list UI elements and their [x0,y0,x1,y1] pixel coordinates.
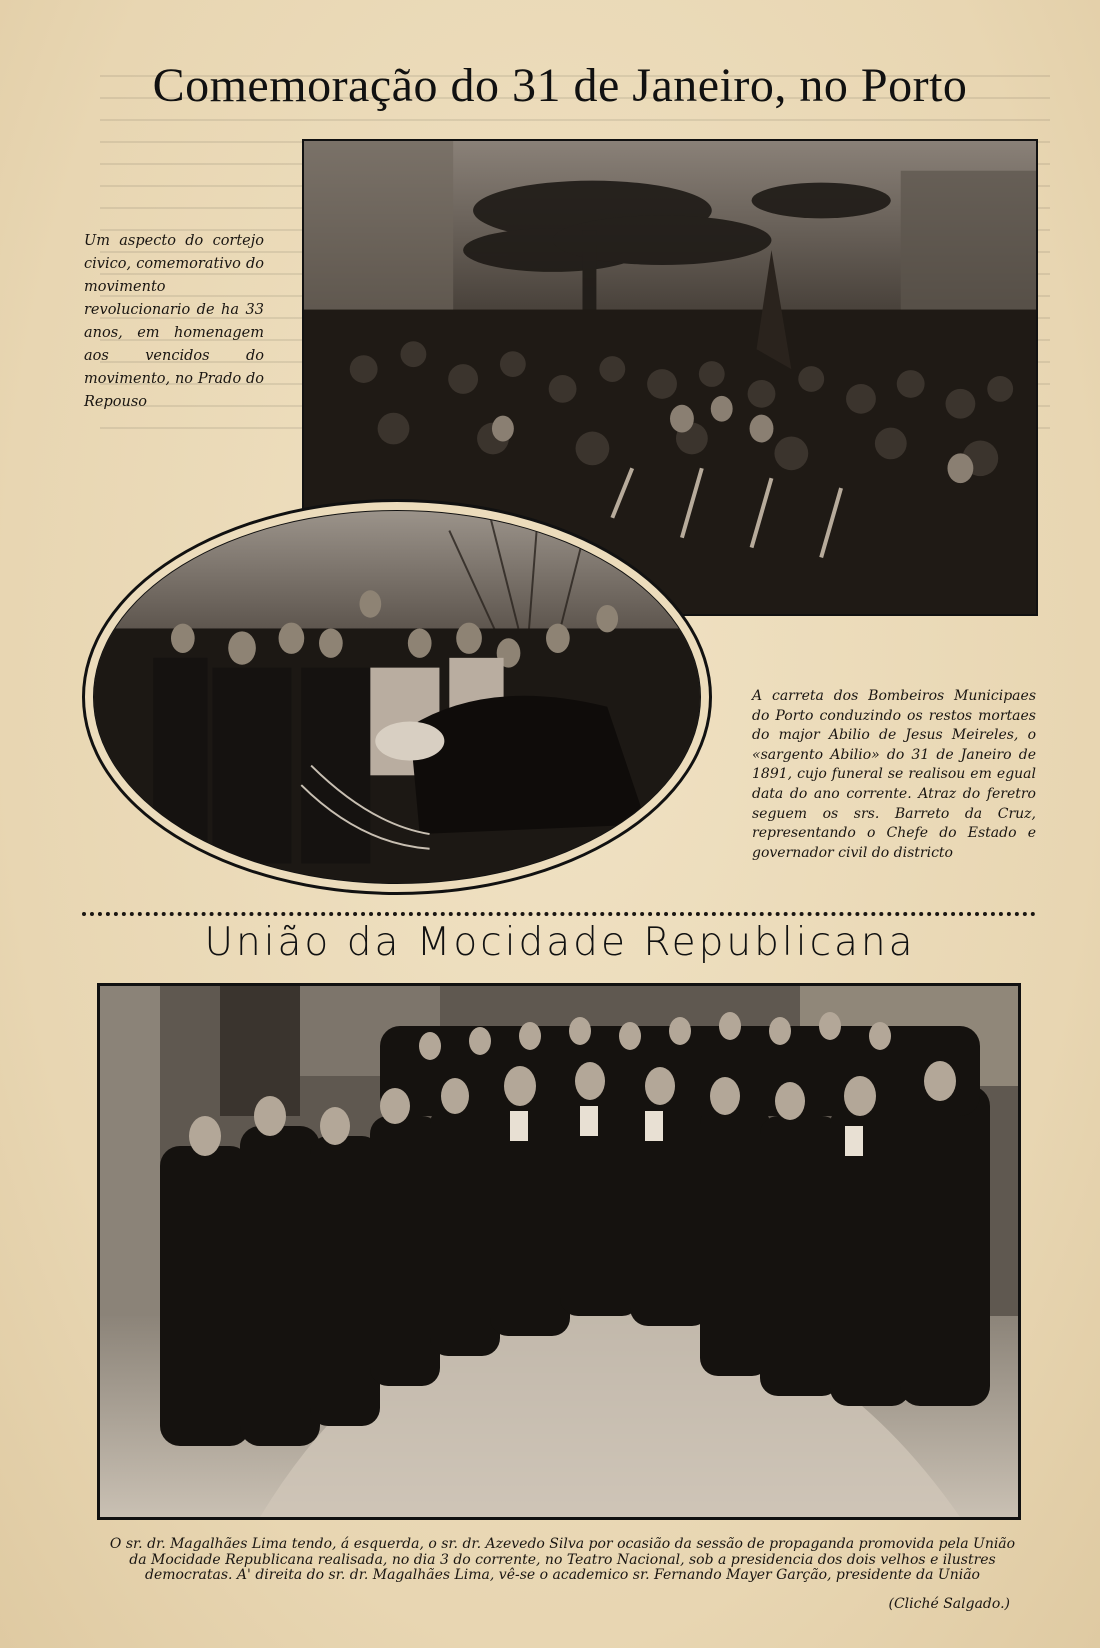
page-title-bottom: União da Mocidade Republicana [204,920,916,965]
group-photo [97,983,1021,1520]
procession-caption: Um aspecto do cortejo civico, comemorativo do movimento revolucionario de ha 33 anos, em homenagem aos vencidos do movimento, no Prado do Repouso [84,233,264,410]
page-title-top: Comemoração do 31 de Janeiro, no Porto [152,59,968,112]
photo-credit: (Cliché Salgado.) [888,1596,1010,1612]
group-caption: O sr. dr. Magalhães Lima tendo, á esquerda, o sr. dr. Azevedo Silva por ocasião da sessão de propaganda promovida pela União da Mocidade Republicana realisada, no dia 3 do corrente, no Teatro Nacional, sob a presidencia dos dois velhos e ilustres democratas. A' direita do sr. dr. Magalhães Lima, vê-se o academico sr. Fernando Mayer Garção, presidente da União [109,1536,1016,1583]
section-divider [82,912,1036,916]
funeral-photo-image [94,511,700,883]
funeral-caption: A carreta dos Bombeiros Municipaes do Porto conduzindo os restos mortaes do major Abilio de Jesus Meireles, o «sargento Abilio» do 31 de Janeiro de 1891, cujo funeral se realisou em egual data do ano corrente. Atraz do feretro seguem os srs. Barreto da Cruz, representando o Chefe do Estado e governador civil do districto [752,688,1036,861]
funeral-photo [93,510,701,884]
funeral-oval-frame [82,499,712,895]
group-photo-image [100,986,1018,1517]
